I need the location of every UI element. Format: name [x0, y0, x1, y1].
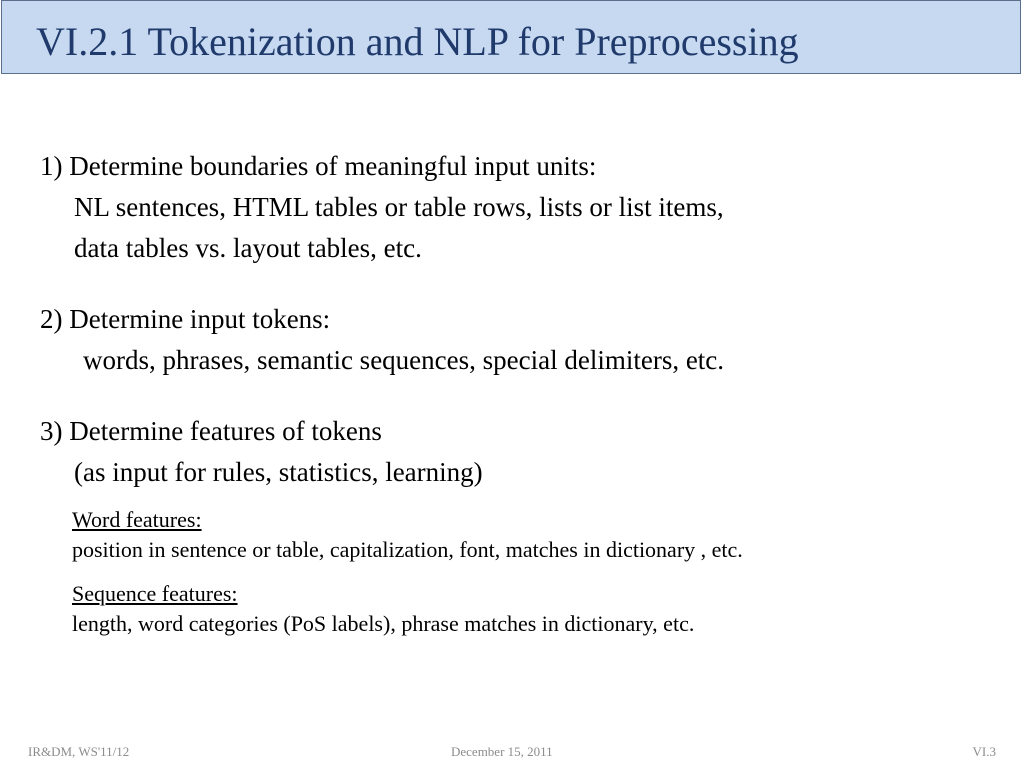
point-heading: 3) Determine features of tokens — [40, 416, 382, 446]
point-detail: data tables vs. layout tables, etc. — [74, 233, 422, 263]
point-detail: NL sentences, HTML tables or table rows, lists or list items, — [74, 192, 724, 222]
slide-title: VI.2.1 Tokenization and NLP for Preprocessing — [36, 19, 799, 64]
word-features-text: position in sentence or table, capitalization, font, matches in dictionary , etc. — [72, 537, 743, 562]
footer-date: December 15, 2011 — [451, 744, 553, 759]
sequence-features-title: Sequence features: — [72, 581, 238, 606]
feature-list — [40, 505, 980, 639]
sequence-features-text: length, word categories (PoS labels), phrase matches in dictionary, etc. — [72, 611, 695, 636]
point-heading: 2) Determine input tokens: — [40, 304, 331, 334]
point-2 — [40, 299, 980, 381]
point-3 — [40, 411, 980, 639]
point-detail: words, phrases, semantic sequences, special delimiters, etc. — [83, 345, 725, 375]
title-bar — [1, 0, 1021, 74]
sequence-features — [72, 579, 980, 639]
point-1 — [40, 146, 980, 269]
footer-course: IR&DM, WS'11/12 — [28, 744, 130, 759]
point-detail: (as input for rules, statistics, learning) — [74, 457, 483, 487]
word-features-title: Word features: — [72, 507, 202, 532]
slide-content — [40, 146, 980, 639]
point-heading: 1) Determine boundaries of meaningful input units: — [40, 151, 597, 181]
footer-slide-number: VI.3 — [972, 744, 996, 759]
word-features — [72, 505, 980, 565]
